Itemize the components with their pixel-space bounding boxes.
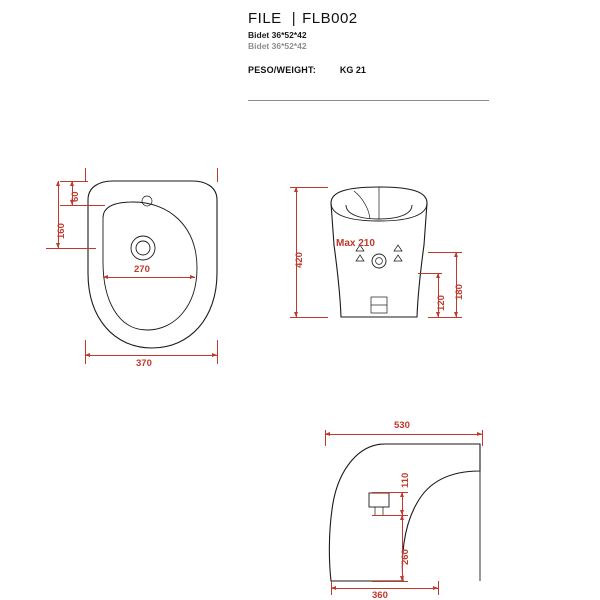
arrow-icon	[103, 275, 108, 279]
arrow-icon	[400, 515, 404, 520]
dim-label-270: 270	[134, 264, 150, 275]
dim-label-530: 530	[394, 420, 410, 431]
dim-label-180: 180	[454, 284, 465, 300]
dim-line-270	[103, 277, 195, 278]
ext-line	[85, 168, 86, 182]
dim-line-360	[331, 588, 438, 589]
ext-line	[217, 168, 218, 182]
ext-line	[46, 248, 96, 249]
max-height-note: Max 210	[336, 238, 375, 249]
ext-line	[372, 581, 408, 582]
arrow-icon	[477, 432, 482, 436]
ext-line	[290, 317, 328, 318]
ext-line	[217, 340, 218, 364]
arrow-icon	[70, 181, 74, 186]
side-view	[260, 400, 520, 600]
top-view	[0, 0, 260, 400]
dim-label-420: 420	[294, 252, 305, 268]
arrow-icon	[331, 586, 336, 590]
arrow-icon	[56, 181, 60, 186]
weight-label: PESO/WEIGHT:	[248, 64, 316, 75]
arrow-icon	[294, 187, 298, 192]
dim-label-160: 160	[56, 223, 67, 239]
front-view-outline	[324, 185, 434, 325]
arrow-icon	[294, 312, 298, 317]
weight-value: KG 21	[339, 64, 366, 75]
title-code: FLB002	[302, 10, 358, 27]
arrow-icon	[454, 252, 458, 257]
title-separator: |	[291, 10, 297, 27]
ext-line	[60, 181, 88, 182]
arrow-icon	[400, 576, 404, 581]
ext-line	[60, 205, 105, 206]
dim-label-260: 260	[400, 549, 411, 565]
arrow-icon	[433, 586, 438, 590]
arrow-icon	[190, 275, 195, 279]
front-view	[260, 0, 480, 400]
arrow-icon	[325, 432, 330, 436]
title-main: FILE	[248, 10, 282, 27]
dim-label-360: 360	[372, 590, 388, 600]
dim-line-530	[325, 434, 482, 435]
dim-label-370: 370	[136, 358, 152, 369]
dim-label-120: 120	[436, 295, 447, 311]
arrow-icon	[454, 312, 458, 317]
arrow-icon	[56, 243, 60, 248]
subtitle-line-2: Bidet 36*52*42	[248, 41, 307, 52]
subtitle-line-1: Bidet 36*52*42	[248, 30, 307, 40]
dim-label-60: 60	[70, 191, 81, 202]
ext-line	[482, 430, 483, 446]
arrow-icon	[85, 353, 90, 357]
arrow-icon	[436, 312, 440, 317]
ext-line	[438, 581, 439, 595]
arrow-icon	[400, 492, 404, 497]
dim-line-370	[85, 355, 217, 356]
dim-line-260	[402, 515, 403, 581]
top-view-outline	[85, 178, 220, 353]
dim-label-110: 110	[400, 472, 411, 488]
arrow-icon	[436, 273, 440, 278]
arrow-icon	[212, 353, 217, 357]
ext-line	[428, 317, 462, 318]
